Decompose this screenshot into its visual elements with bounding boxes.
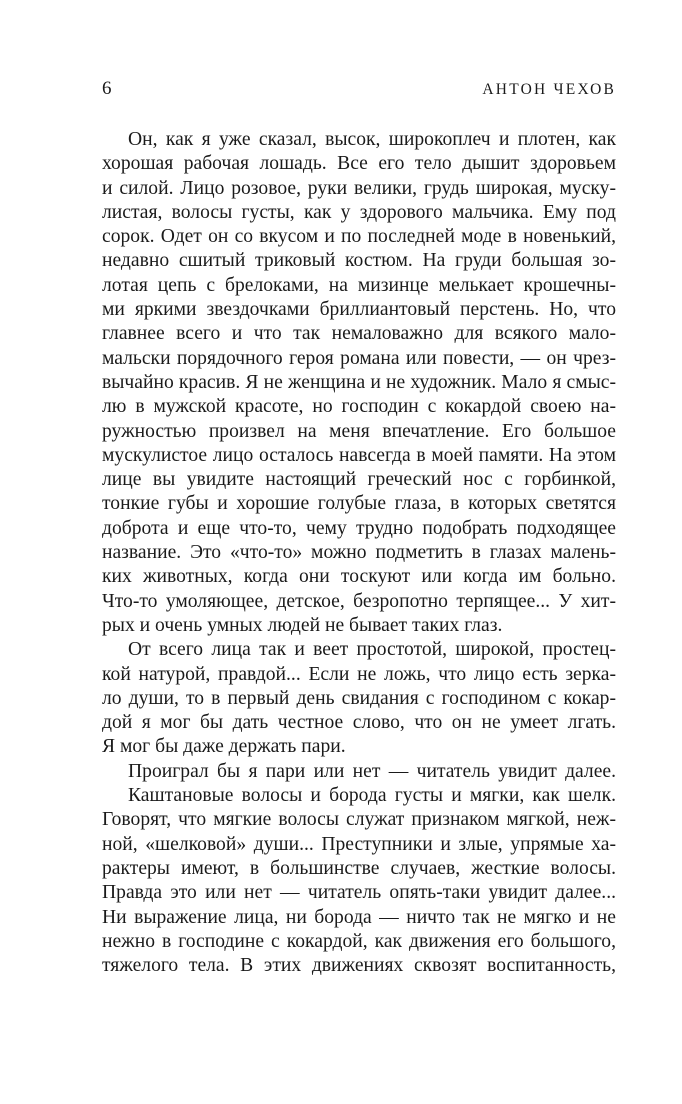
text-line: Что-то умоляющее, детское, безропотно терпящее... У хит- (102, 590, 616, 612)
text-line: лотая цепь с брелоками, на мизинце мелькает крошечны- (102, 274, 616, 296)
text-line: рактеры имеют, в большинстве случаев, жесткие волосы. (102, 857, 616, 879)
text-line: ми яркими звездочками бриллиантовый перстень. Но, что (102, 299, 616, 321)
text-line: недавно сшитый триковый костюм. На груди большая зо- (102, 250, 616, 272)
text-line: Правда это или нет — читатель опять-таки увидит далее... (102, 882, 616, 904)
text-line: дой я мог бы дать честное слово, что он не умеет лгать. (102, 712, 616, 734)
page-header (102, 78, 616, 104)
text-line: лице вы увидите настоящий греческий нос с горбинкой, (102, 469, 616, 491)
text-line: листая, волосы густы, как у здорового мальчика. Ему под (102, 201, 616, 223)
text-line: Я мог бы даже держать пари. (102, 736, 346, 758)
text-line: сорок. Одет он со вкусом и по последней моде в новенький, (102, 226, 616, 248)
text-line: ло души, то в первый день свидания с господином с кокар- (102, 687, 616, 709)
text-line: Проиграл бы я пари или нет — читатель увидит далее. (128, 760, 616, 782)
text-line: доброта и еще что-то, чему трудно подобрать подходящее (102, 517, 616, 539)
text-line: тяжелого тела. В этих движениях сквозят воспитанность, (102, 955, 616, 977)
running-title: АНТОН ЧЕХОВ (482, 81, 616, 98)
text-line: хорошая рабочая лошадь. Все его тело дышит здоровьем (102, 153, 616, 175)
text-line: мальски порядочного героя романа или повести, — он чрез- (102, 347, 616, 369)
text-line: кой натурой, правдой... Если не ложь, что лицо есть зерка- (102, 663, 616, 685)
text-line: Он, как я уже сказал, высок, широкоплеч и плотен, как (128, 129, 616, 150)
text-line: название. Это «что-то» можно подметить в глазах малень- (102, 542, 616, 564)
text-line: нежно в господине с кокардой, как движения его большого, (102, 930, 616, 952)
text-line: тонкие губы и хорошие голубые глаза, в которых светятся (102, 493, 616, 515)
text-line: ких животных, когда они тоскуют или когда им больно. (102, 566, 616, 588)
text-line: Говорят, что мягкие волосы служат признаком мягкой, неж- (102, 809, 616, 831)
text-line: От всего лица так и веет простотой, широкой, простец- (128, 639, 616, 661)
text-line: ружностью произвел на меня впечатление. Его большое (102, 420, 616, 442)
page-number: 6 (102, 78, 112, 99)
text-line: Каштановые волосы и борода густы и мягки, как шелк. (128, 785, 616, 807)
text-line: мускулистое лицо осталось навсегда в моей памяти. На этом (102, 444, 616, 466)
text-line: Ни выражение лица, ни борода — ничто так не мягко и не (102, 906, 616, 928)
text-line: главнее всего и что так немаловажно для всякого мало- (102, 323, 616, 345)
text-line: ной, «шелковой» души... Преступники и злые, упрямые ха- (102, 833, 616, 855)
text-line: лю в мужской красоте, но господин с кокардой своею на- (102, 396, 616, 418)
text-line: рых и очень умных людей не бывает таких глаз. (102, 614, 503, 636)
body-text (102, 128, 616, 978)
text-line: вычайно красив. Я не женщина и не художник. Мало я смыс- (102, 371, 616, 393)
text-line: и силой. Лицо розовое, руки велики, грудь широкая, муску- (102, 177, 616, 199)
